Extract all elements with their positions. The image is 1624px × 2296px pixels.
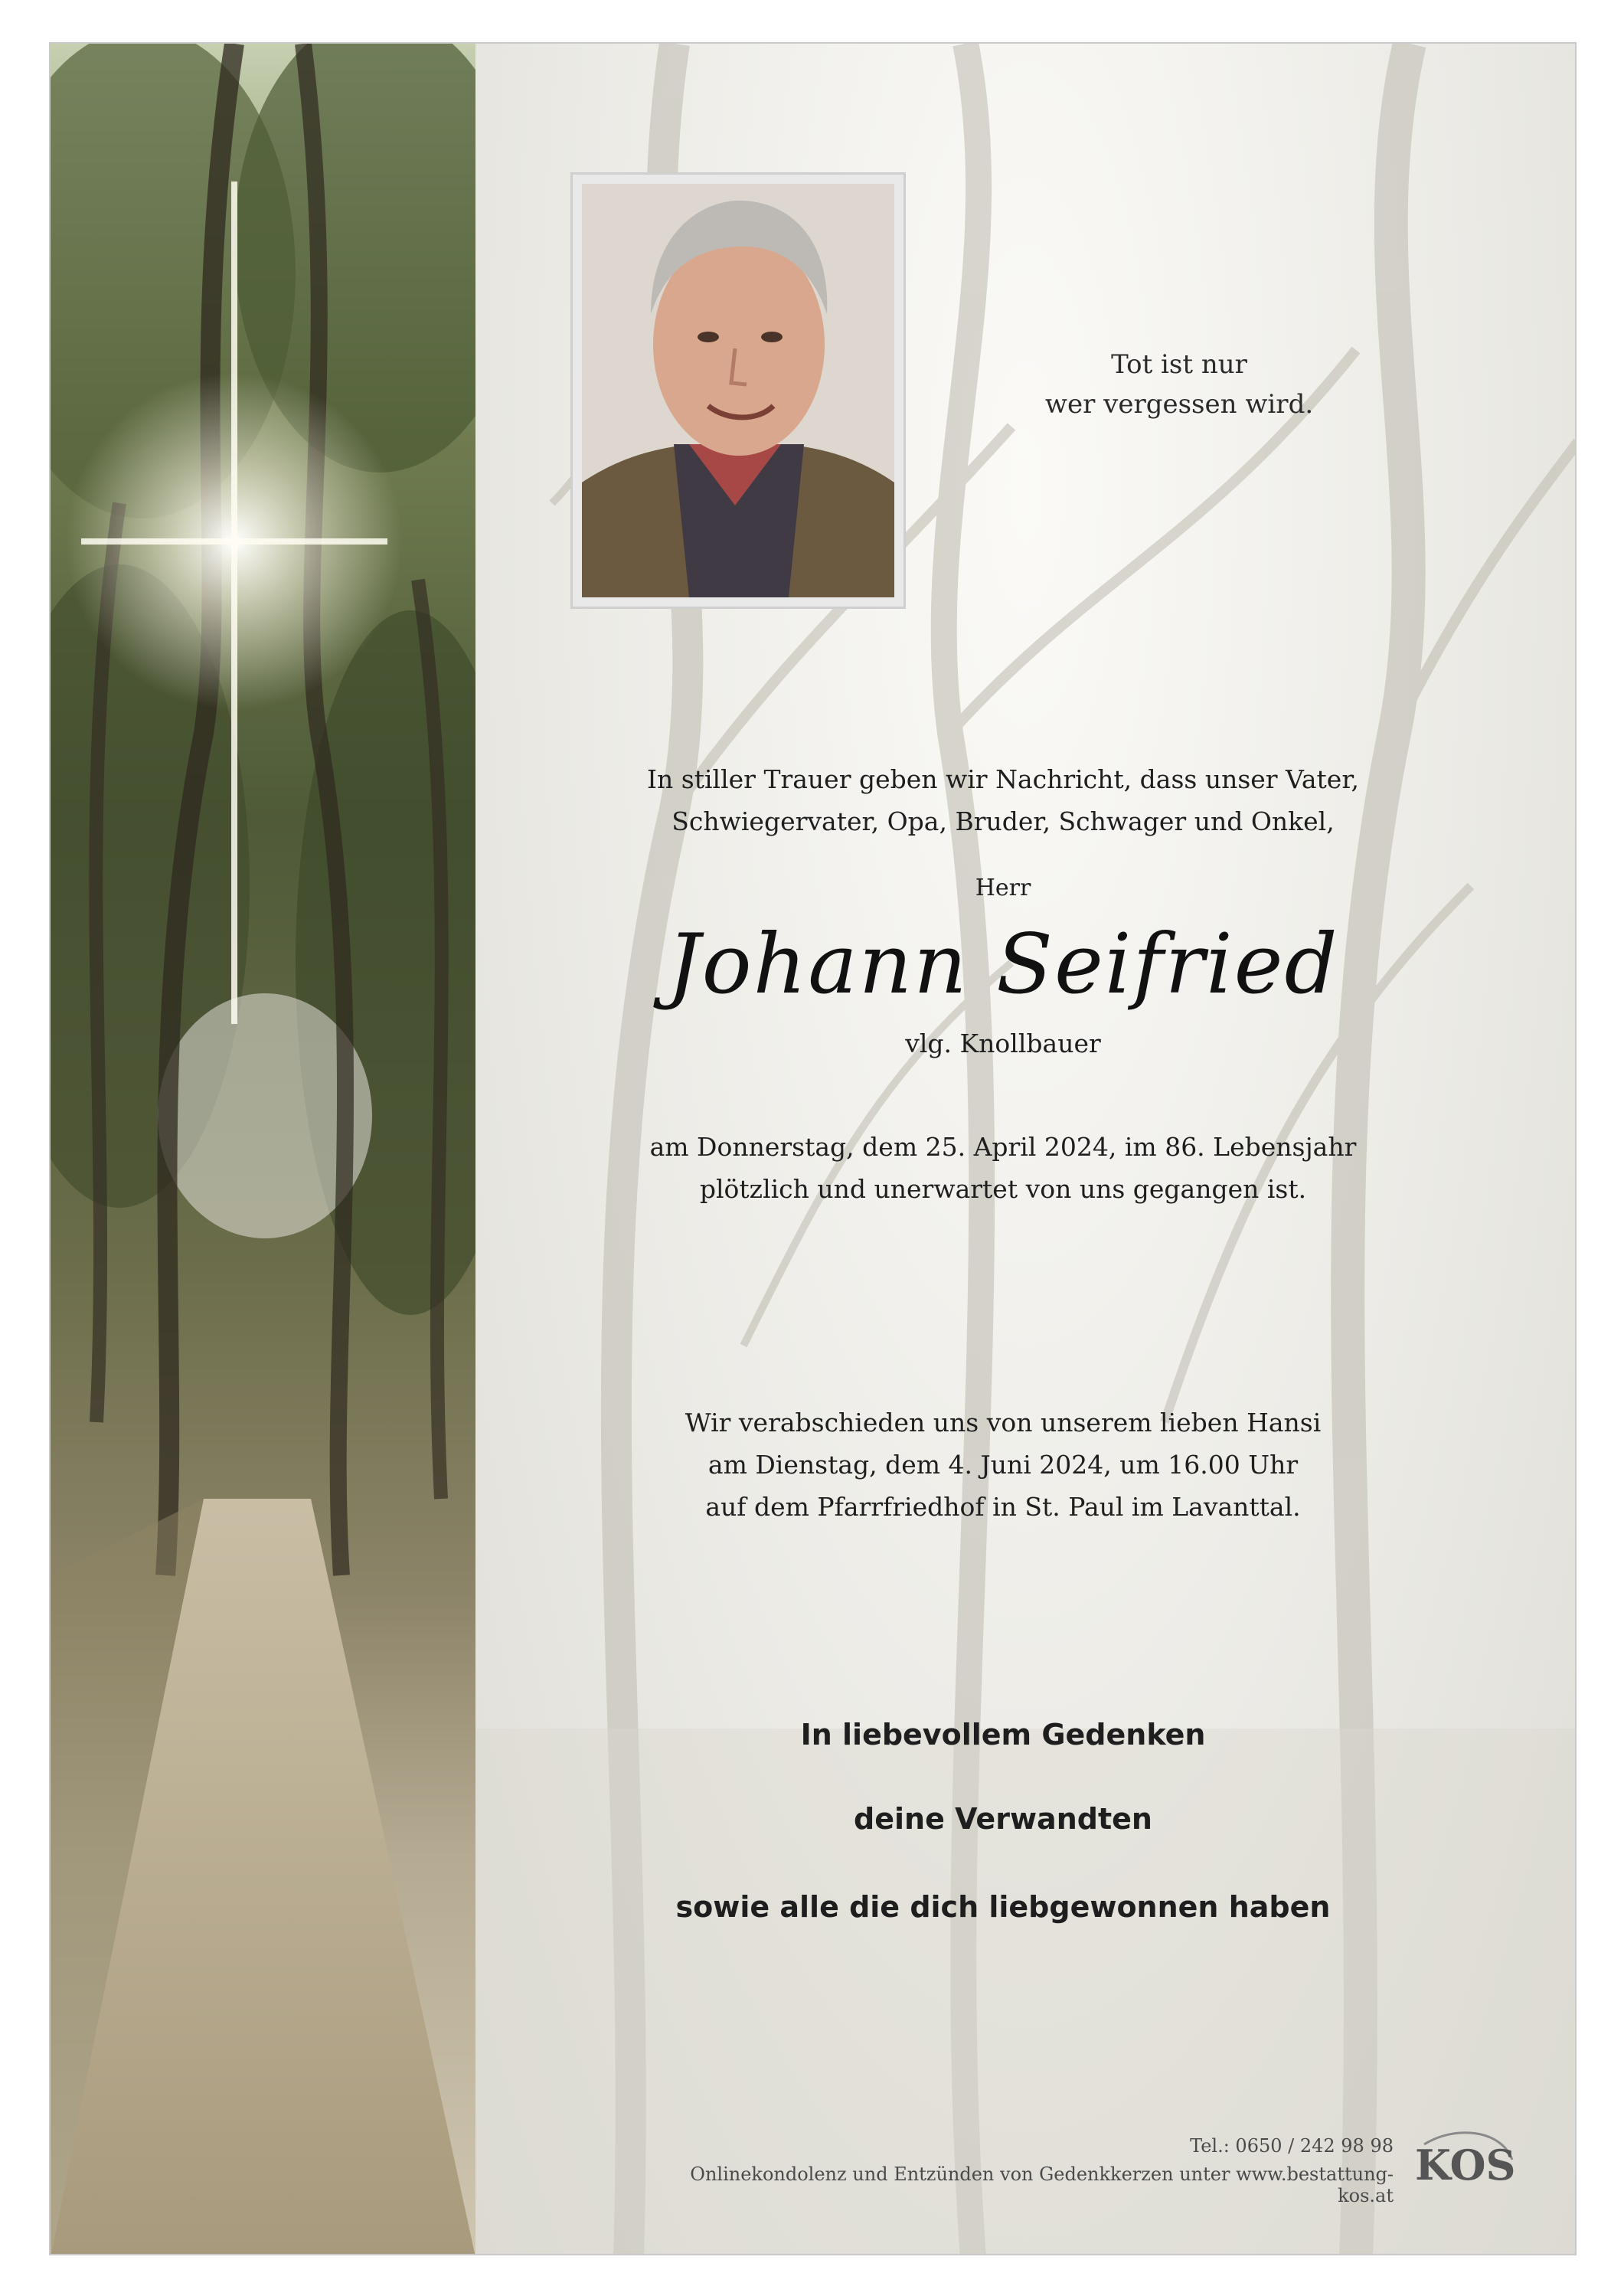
quote	[1041, 345, 1317, 424]
farewell-line-3: auf dem Pfarrfriedhof in St. Paul im Lavanttal.	[705, 1492, 1301, 1522]
portrait-photo	[582, 184, 894, 597]
death-line-2: plötzlich und unerwartet von uns gegangen ist.	[699, 1174, 1307, 1204]
quote-line-1: Tot ist nur	[1111, 349, 1247, 380]
farewell-line-1: Wir verabschieden uns von unserem lieben Hansi	[685, 1408, 1322, 1437]
portrait-frame	[570, 172, 906, 609]
salutation: Herr	[975, 875, 1031, 901]
footer-website: Onlinekondolenz und Entzünden von Gedenkkerzen unter www.bestattung-kos.at	[690, 2164, 1394, 2206]
death-notice	[597, 1126, 1409, 1210]
farewell-line-2: am Dienstag, dem 4. Juni 2024, um 16.00 Uhr	[707, 1450, 1299, 1480]
vulgo-name: vlg. Knollbauer	[905, 1029, 1101, 1058]
logo-text: KOS	[1415, 2141, 1516, 2190]
intro-text	[597, 758, 1409, 842]
death-line-1: am Donnerstag, dem 25. April 2024, im 86. Lebensjahr	[649, 1132, 1357, 1162]
intro-line-2: Schwiegervater, Opa, Bruder, Schwager und Onkel,	[671, 806, 1335, 836]
deceased-name: Johann Seifried	[667, 917, 1339, 1012]
quote-line-2: wer vergessen wird.	[1044, 389, 1314, 420]
closing-line-3: sowie alle die dich liebgewonnen haben	[675, 1890, 1331, 1924]
intro-line-1: In stiller Trauer geben wir Nachricht, dass unser Vater,	[647, 764, 1359, 794]
footer-telephone: Tel.: 0650 / 242 98 98	[1190, 2135, 1394, 2157]
closing-line-1: In liebevollem Gedenken	[800, 1718, 1206, 1751]
kos-logo	[1409, 2129, 1516, 2190]
closing-line-2: deine Verwandten	[854, 1802, 1152, 1836]
farewell-notice	[597, 1401, 1409, 1528]
forest-path-image	[51, 44, 475, 2254]
